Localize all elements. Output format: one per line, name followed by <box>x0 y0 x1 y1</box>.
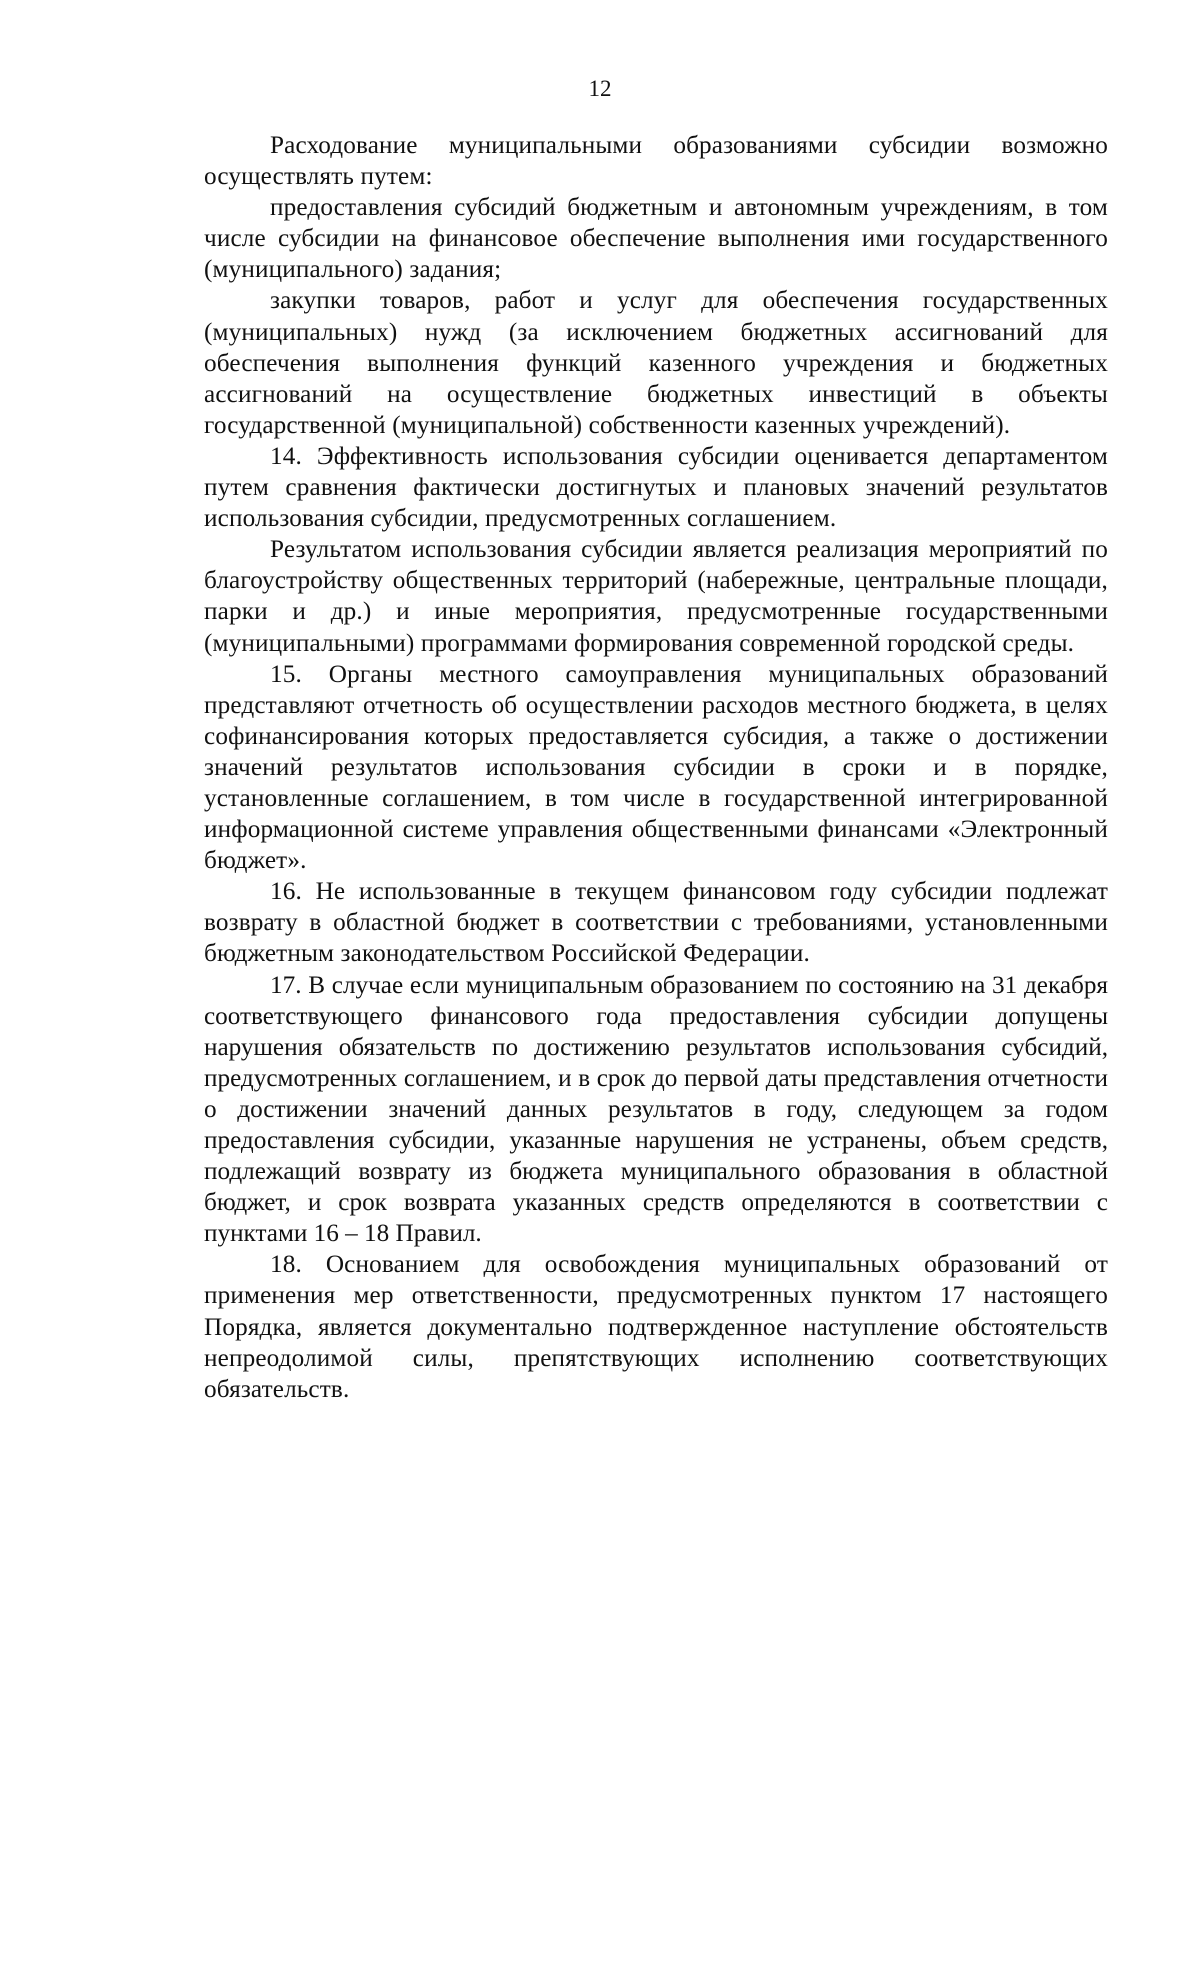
paragraph-14-efficiency: 14. Эффективность использования субсидии оценивается департаментом путем сравнения фактически достигнутых и плановых значений результатов использования субсидии, предусмотренных соглашением. <box>204 442 1108 533</box>
paragraph-17-violations: 17. В случае если муниципальным образованием по состоянию на 31 декабря соответствующего финансового года предоставления субсидии допущены нарушения обязательств по достижению результатов использования субсидий, предусмотренных соглашением, и в срок до первой даты представления отчетности о достижении значений данных результатов в году, следующем за годом предоставления субсидии, указанные нарушения не устранены, объем средств, подлежащий возврату из бюджета муниципального образования в областной бюджет, и срок возврата указанных средств определяются в соответствии с пунктами 16 – 18 Правил. <box>204 971 1108 1248</box>
paragraph-16-return: 16. Не использованные в текущем финансовом году субсидии подлежат возврату в областной бюджет в соответствии с требованиями, установленными бюджетным законодательством Российской Федерации. <box>204 878 1108 968</box>
paragraph-subsidies-to-institutions: предоставления субсидий бюджетным и автономным учреждениям, в том числе субсидии на финансовое обеспечение выполнения ими государственного (муниципального) задания; <box>204 194 1108 284</box>
paragraph-18-force-majeure: 18. Основанием для освобождения муниципальных образований от применения мер ответственности, предусмотренных пунктом 17 настоящего Порядка, является документально подтвержденное наступление обстоятельств непреодолимой силы, препятствующих исполнению соответствующих обязательств. <box>204 1251 1108 1403</box>
paragraph-spending-methods: Расходование муниципальными образованиями субсидии возможно осуществлять путем: <box>204 132 1108 191</box>
paragraph-15-reporting: 15. Органы местного самоуправления муниципальных образований представляют отчетность об осуществлении расходов местного бюджета, в целях софинансирования которых предоставляется субсидия, а также о достижении значений результатов использования субсидии в сроки и в порядке, установленные соглашением, в том числе в государственной интегрированной информационной системе управления общественными финансами «Электронный бюджет». <box>204 660 1108 875</box>
paragraph-procurement: закупки товаров, работ и услуг для обеспечения государственных (муниципальных) нужд (за исключением бюджетных ассигнований для обеспечения выполнения функций казенного учреждения и бюджетных ассигнований на осуществление бюджетных инвестиций в объекты государственной (муниципальной) собственности казенных учреждений). <box>204 287 1108 439</box>
paragraph-result: Результатом использования субсидии является реализация мероприятий по благоустройству общественных территорий (набережные, центральные площади, парки и др.) и иные мероприятия, предусмотренные государственными (муниципальными) программами формирования современной городской среды. <box>204 536 1108 657</box>
document-body <box>204 130 1108 1405</box>
page-number: 12 <box>588 76 612 101</box>
